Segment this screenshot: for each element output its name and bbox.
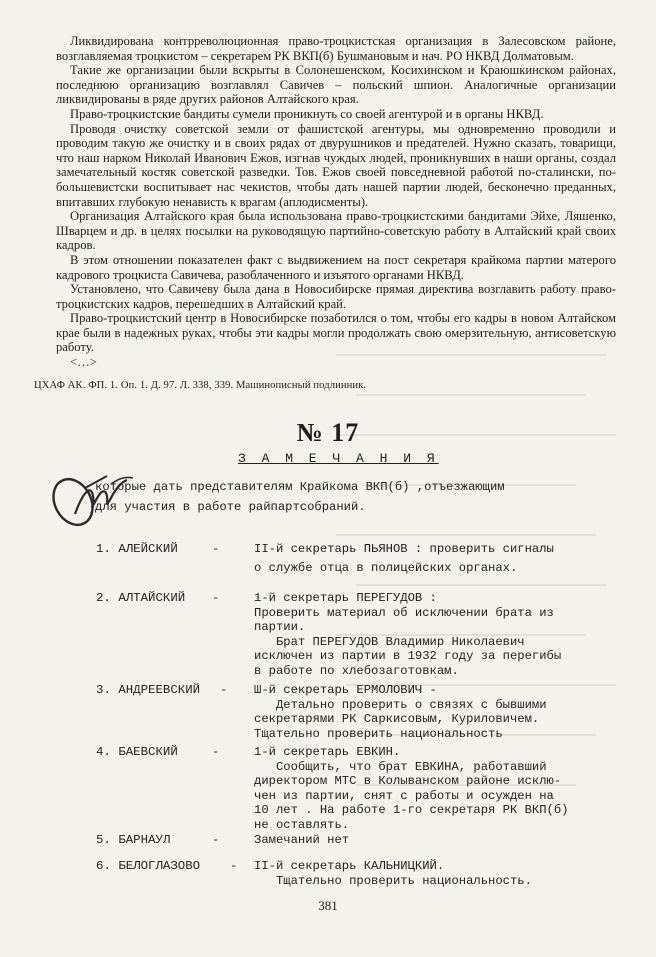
- item-dash: -: [230, 859, 238, 873]
- item-line: секретарями РК Саркисовым, Куриловичем.: [254, 712, 540, 727]
- omission-mark: <…>: [70, 355, 97, 370]
- paragraph: Организация Алтайского края была использована право-троцкистскими бандитами Эйхе, Ляшенко, Шварцем и др. в целях посылки на руководящую партийно-советскую работу в Алтайский край своих кадров.: [56, 209, 616, 253]
- item-dash: -: [212, 745, 220, 759]
- printed-report-text: [56, 34, 616, 370]
- item-line: II-й секретарь ПЬЯНОВ : проверить сигналы: [254, 542, 554, 556]
- zamechaniya-subtitle: [95, 477, 615, 517]
- zamechaniya-title: З А М Е Ч А Н И Я: [238, 451, 439, 466]
- item-line: не оставлять.: [254, 817, 350, 832]
- item-dash: -: [220, 683, 228, 697]
- item-line: о службе отца в полицейских органах.: [254, 560, 518, 575]
- district-name: БАРНАУЛ: [118, 833, 171, 847]
- item-line: Сообщить, что брат ЕВКИНА, работавший: [254, 759, 547, 774]
- item-line: 10 лет . На работе 1-го секретаря РК ВКП(б): [254, 803, 569, 818]
- item-line: Детально проверить о связях с бывшими: [254, 697, 547, 712]
- item-line: 1-й секретарь ПЕРЕГУДОВ :: [254, 591, 437, 605]
- paragraph: Установлено, что Савичеву была дана в Новосибирске прямая директива возглавить работу право-троцкистских кадров, перешедших в Алтайский край.: [56, 282, 616, 311]
- item-line: Проверить материал об исключении брата из: [254, 605, 554, 620]
- document-number: № 17: [296, 418, 360, 447]
- item-line: Замечаний нет: [254, 833, 350, 847]
- district-name: АЛЕЙСКИЙ: [118, 542, 178, 556]
- district-name: БАЕВСКИЙ: [118, 745, 178, 759]
- item-line: чен из партии, снят с работы и осужден на: [254, 788, 554, 803]
- item-line: II-й секретарь КАЛЬНИЦКИЙ.: [254, 859, 445, 873]
- paragraph: Право-троцкистские бандиты сумели проникнуть со своей агентурой и в органы НКВД.: [70, 106, 544, 121]
- paragraph: Проводя очистку советской земли от фашистской агентуры, мы одновременно проводили и проводим такую же очистку и в своих рядах от двурушников и предателей. Нужно сказать, товарищи, что наш нарком Николай Иванович Ежов, изгнав чуждых людей, проникнувших в наши органы, создал замечательный костяк советской разведки. Тов. Ежов своей повседневной работой по-сталински, по-большевистски воспитывает нас чекистов, чтобы дать нашей партии людей, бесконечно преданных, впитавших глубокую ненависть к врагам (аплодисменты).: [56, 121, 616, 209]
- item-number: 1.: [96, 542, 111, 556]
- item-number: 6.: [96, 859, 111, 873]
- paragraph: Право-троцкистский центр в Новосибирске позаботился о том, чтобы его кадры в новом Алтайском крае были в надежных руках, чтобы эти кадры могли продолжать свою омерзительную, антисоветскую работу.: [56, 311, 616, 355]
- item-line: Тщательно проверить национальность.: [254, 873, 532, 888]
- paragraph: Ликвидирована контрреволюционная право-троцкистская организация в Залесовском районе, возглавляемая троцкистом – секретарем РК ВКП(б) Бушмановым и нач. РО НКВД Долматовым.: [56, 34, 616, 63]
- district-name: АЛТАЙСКИЙ: [118, 591, 186, 605]
- item-line: 1-й секретарь ЕВКИН.: [254, 745, 401, 759]
- item-line: Ш-й секретарь ЕРМОЛОВИЧ -: [254, 683, 437, 697]
- page-number: 381: [318, 898, 338, 913]
- item-dash: -: [212, 591, 220, 605]
- item-number: 4.: [96, 745, 111, 759]
- district-name: АНДРЕЕВСКИЙ: [118, 683, 201, 697]
- district-name: БЕЛОГЛАЗОВО: [118, 859, 201, 873]
- item-line: Брат ПЕРЕГУДОВ Владимир Николаевич: [254, 634, 525, 649]
- item-line: исключен из партии в 1932 году за перегибы: [254, 649, 562, 664]
- item-number: 5.: [96, 833, 111, 847]
- subtitle-line: которые дать представителям Крайкома ВКП(б) ,отъезжающим: [95, 480, 505, 494]
- item-line: в работе по хлебозаготовкам.: [254, 663, 459, 678]
- item-number: 3.: [96, 683, 111, 697]
- item-line: директором МТС в Колыванском районе исклю-: [254, 774, 562, 789]
- item-number: 2.: [96, 591, 111, 605]
- item-line: Тщательно проверить национальность: [254, 726, 503, 741]
- archive-source-note: ЦХАФ АК. ФП. 1. Оп. 1. Д. 97. Л. 338, 339. Машинописный подлинник.: [34, 380, 367, 391]
- paragraph: Такие же организации были вскрыты в Солонешенском, Косихинском и Краюшкинском районах, последнюю организацию возглавлял Савичев – польский шпион. Аналогичные организации ликвидированы в ряде других районов Алтайского края.: [56, 63, 616, 107]
- item-line: партии.: [254, 620, 306, 635]
- item-dash: -: [212, 833, 220, 847]
- item-dash: -: [212, 542, 220, 556]
- paragraph: В этом отношении показателен факт с выдвижением на пост секретаря крайкома партии матерого кадрового троцкиста Савичева, разоблаченного и изъятого органами НКВД.: [56, 252, 616, 282]
- subtitle-line: для участия в работе райпартсобраний.: [95, 500, 366, 514]
